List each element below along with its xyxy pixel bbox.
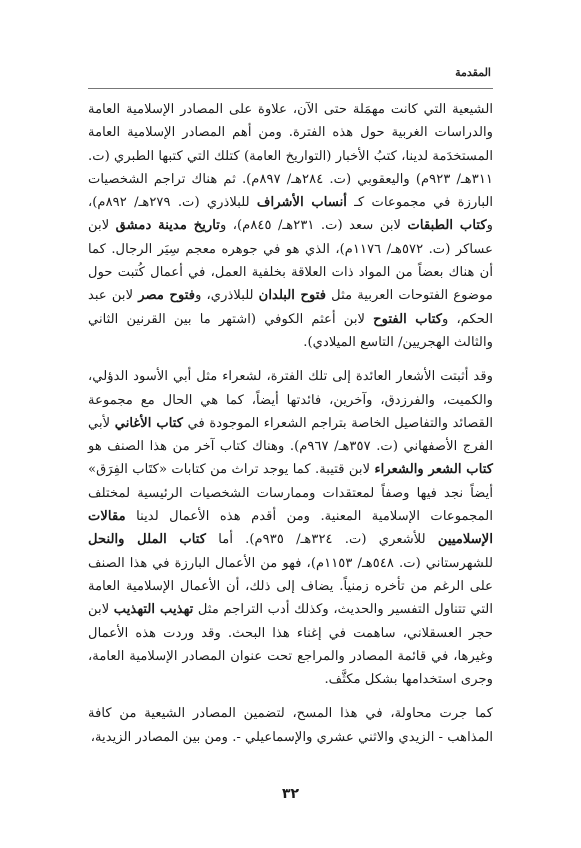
bold-title-segment: كتاب الشعر والشعراء	[374, 462, 493, 478]
page-number: ٣٢	[281, 786, 300, 802]
header-divider	[88, 88, 493, 89]
text-segment: الشيعية التي كانت مهمَلة حتى الآن، علاوة على المصادر الإسلامية العامة والدراسات الغربية حول هذه الفترة. ومن أهم المصادر الإسلامية العامة المستخدَمة لدينا، كتبُ الأخبار (التواريخ العامة) كتلك التي كتبها الطبري (ت. ٣١١هـ/ ٩٢٣م) واليعقوبي (ت. ٢٨٤هـ/ ٨٩٧م). ثم هناك تراجم الشخصيات البارزة في مجموعات كـ	[88, 102, 493, 211]
bold-title-segment: تهذيب التهذيب	[113, 602, 194, 618]
text-segment: لابن سعد (ت. ٢٣١هـ/ ٨٤٥م)، و	[219, 218, 408, 234]
text-segment: وقد أثبتت الأشعار العائدة إلى تلك الفترة، لشعراء مثل أبي الأسود الدؤلي، والكميت، والفرزدق، وآخرين، فائدتها أيضاً، كما هي الحال مع مجموعة القصائد والتفاصيل الخاصة بتراجم الشعراء الموجودة في	[88, 369, 493, 431]
running-header: المقدمة	[455, 66, 491, 79]
bold-title-segment: فتوح البلدان	[258, 288, 327, 304]
bold-title-segment: تاريخ مدينة دمشق	[115, 218, 220, 234]
text-segment: لأبي الفرج الأصفهاني (ت. ٣٥٧هـ/ ٩٦٧م). وهناك كتاب آخر من هذا الصنف هو	[88, 415, 493, 455]
bold-title-segment: أنساب الأشراف	[256, 195, 347, 211]
paragraph-1	[88, 98, 493, 354]
text-segment: للشهرستاني (ت. ٥٤٨هـ/ ١١٥٣م)، فهو من الأعمال البارزة في هذا الصنف على الرغم من تأخره زمنياً. يضاف إلى ذلك، أن الأعمال الإسلامية العامة التي تتناول التفسير والحديث، وكذلك أدب التراجم مثل	[88, 555, 494, 618]
bold-title-segment: كتاب الفتوح	[373, 311, 442, 327]
text-segment: لابن عبد الحكم، و	[88, 288, 493, 327]
text-segment: للأشعري (ت. ٣٢٤هـ/ ٩٣٥م). أما	[206, 532, 438, 548]
text-segment: لابن قتيبة. كما يوجد تراث من كتابات «كتَاب الفِرَق» أيضاً نجد فيها وصفاً لمعتقدات وممارسات الشخصيات الرئيسية لمختلف المجموعات الإسلامية المعنية. ومن أقدم هذه الأعمال لدينا	[88, 462, 493, 525]
paragraph-3	[88, 702, 493, 749]
text-segment: كما جرت محاولة، في هذا المسح، لتضمين المصادر الشيعية من كافة المذاهب - الزيدي والاثني عشري والإسماعيلي -. ومن بين المصادر الزيدية،	[88, 706, 493, 745]
text-segment: للبلاذري، و	[195, 288, 259, 304]
text-segment: لابن أعثم الكوفي (اشتهر ما بين القرنين الثاني والثالث الهجريين/ التاسع الميلادي).	[88, 311, 493, 350]
bold-title-segment: كتاب الطبقات	[407, 218, 487, 234]
bold-title-segment: كتاب الملل والنحل	[88, 532, 207, 548]
text-segment: للبلاذري (ت. ٢٧٩هـ/ ٨٩٢م)، و	[88, 195, 493, 234]
body-text	[88, 98, 493, 760]
paragraph-2	[88, 365, 493, 691]
bold-title-segment: فتوح مصر	[138, 288, 196, 304]
bold-title-segment: مقالات الإسلاميين	[88, 509, 493, 548]
bold-title-segment: كتاب الأغاني	[114, 415, 184, 431]
text-segment: لابن حجر العسقلاني، ساهمت في إغناء هذا البحث. وقد وردت هذه الأعمال وغيرها، في قائمة المصادر والمراجع تحت عنوان المصادر الإسلامية العامة، وجرى استخدامها بشكل مكثَّف.	[88, 602, 493, 688]
text-segment: لابن عساكر (ت. ٥٧٢هـ/ ١١٧٦م)، الذي هو في جوهره معجم سِيَر الرجال. كما أن هناك بعضاً من المواد ذات العلاقة بخلفية العمل، في أعمال كُتبت حول موضوع الفتوحات العربية مثل	[88, 218, 493, 304]
